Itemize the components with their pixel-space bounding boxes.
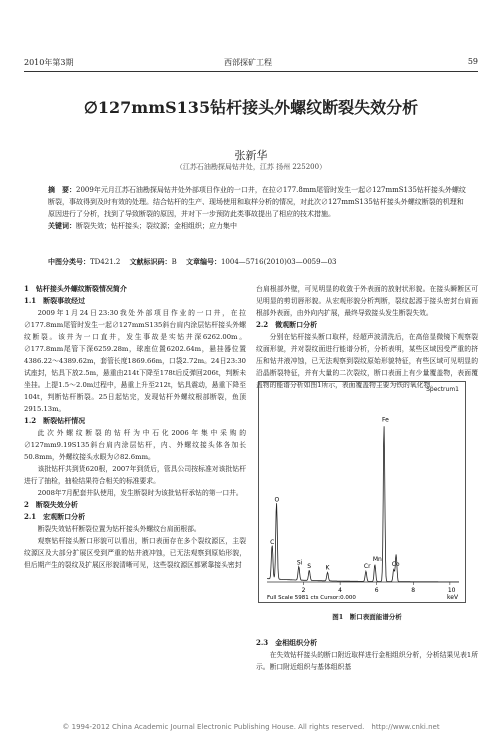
x-tick-label: 8	[411, 587, 416, 594]
peak-label: Si	[296, 559, 303, 567]
abstract-label: 摘 要：	[48, 185, 76, 194]
eds-spectrum-figure	[258, 381, 466, 603]
spectrum-label: Spectrum1	[426, 386, 459, 393]
x-tick-label: 4	[338, 587, 342, 594]
classification-line	[48, 256, 468, 268]
author-affiliation: （江苏石油勘探局钻井处，江苏 扬州 225200）	[175, 163, 327, 171]
section-heading: 2 断裂失效分析	[24, 500, 78, 509]
figure-caption: 图1 断口表面能谱分析	[332, 613, 402, 621]
issue-label: 2010年第3期	[24, 58, 74, 67]
paragraph: 此次外螺纹断裂的钻杆为中石化2006年集中采购的∅127mm9.19S135斜台肩内涂层钻杆，内、外螺纹接头体各加长50.8mm，外螺纹接头水眼为∅82.6mm。	[24, 429, 246, 461]
peak-label: Co	[391, 561, 400, 569]
paragraph: 2009年1月24日23:30我处外部项目作业的一口井，在拉∅177.8mm尾管时发生一起∅127mmS135斜台肩内涂层钻杆接头外螺纹断裂。该井为一口直井，发生事故是实钻井深6262.00m。∅177.8mm尾管下深6259.28m，球座位置6202.64m，悬挂器位置4386.22～4389.62m，套管长度1869.66m，口袋2.72m。24日23:30试座封，钻具下放2.5m，悬重由214t下降至178t后反弹回206t，判断未坐挂。上提1.5～2.0m过程中，悬重上升至212t，钻具震动，悬重下降至104t，判断钻杆断裂。25日起钻完，发现钻杆外螺纹根部断裂，鱼顶2915.13m。	[24, 309, 246, 413]
paragraph: 该批钻杆共到货620根，2007年到货后，管具公司按标准对该批钻杆进行了抽检，抽检结果符合相关的标准要求。	[24, 465, 246, 485]
article-title: ∅127mmS135钻杆接头外螺纹断裂失效分析	[83, 98, 419, 117]
subsection-heading: 2.3 金相组织分析	[256, 638, 318, 647]
paragraph: 在失效钻杆接头的断口附近取样进行金相组织分析，分析结果见表1所示。断口附近组织与基体组织基	[256, 651, 478, 671]
subsection-heading: 1.1 断裂事故经过	[24, 296, 86, 305]
paragraph: 分别在钻杆接头断口取样，经超声波清洗后，在高倍显微镜下观察裂纹面形貌，并对裂纹面进行能谱分析，分析表明，某些区域因受严重的挤压和钻井液冲蚀，已无法观察到裂纹原始形貌特征，有些区域可见明显的沿晶断裂特征，并有大量的二次裂纹，断口表面上有少量覆盖物，表面覆盖物的能谱分析如图1所示，表面覆盖物主要为铁的氧化物。	[256, 333, 478, 389]
scale-text: Full Scale 5981 cts Cursor:0.000	[267, 595, 356, 601]
paragraph: 台肩根部外壁，可见明显的收敛于外表面的放射状形貌。在接头瞬断区可见明显的剪切唇形貌。从宏观形貌分析判断，裂纹起源于接头密封台肩面根部外表面，由外向内扩展，最终导致接头发生断裂失效。	[256, 285, 478, 317]
peak-label: Fe	[382, 416, 389, 424]
x-tick-label: 10	[447, 587, 456, 594]
page-number: 59	[467, 57, 478, 66]
paragraph: 观察钻杆接头断口形貌可以看出，断口表面存在多个裂纹源区，主裂纹源区及大部分扩展区受到严重的钻井液冲蚀，已无法观察到原始形貌，但后期产生的裂纹及扩展区形貌清晰可见，这些裂纹源区都紧靠接头密封	[24, 537, 246, 569]
keywords-label: 关键词：	[48, 221, 76, 230]
peak-label: C	[270, 539, 275, 546]
right-column-top	[256, 283, 478, 391]
left-column	[24, 283, 246, 571]
peak-label: Mn	[372, 556, 382, 563]
article-id-label: 文章编号：	[185, 257, 221, 266]
header-rule	[24, 71, 478, 72]
article-id-value: 1004—5716(2010)03—0059—03	[220, 258, 337, 266]
running-header	[24, 57, 478, 69]
paragraph: 断裂失效钻杆断裂位置为钻杆接头外螺纹台肩面根部。	[37, 525, 201, 533]
journal-name: 西部探矿工程	[224, 58, 272, 67]
spectrum-trace	[267, 426, 459, 582]
doc-code-value: B	[171, 258, 177, 266]
peak-label: Cr	[363, 562, 371, 570]
peak-label: K	[325, 564, 330, 572]
abstract	[48, 184, 468, 232]
unit-label: keV	[447, 594, 459, 601]
subsection-heading: 2.2 微观断口分析	[256, 320, 318, 329]
subsection-heading: 2.1 宏观断口分析	[24, 512, 86, 521]
spectrum-plot	[259, 382, 465, 602]
author-name: 张新华	[234, 149, 268, 162]
paragraph: 2008年7月配套井队使用，发生断裂时为该批钻杆承钻的第一口井。	[37, 489, 243, 497]
section-heading: 1 钻杆接头外螺纹断裂情况简介	[24, 284, 127, 293]
peak-label: O	[274, 496, 280, 504]
peak-label: S	[307, 562, 312, 570]
keywords-text: 断裂失效；钻杆接头；裂纹源；金相组织；应力集中	[76, 222, 237, 230]
clc-label: 中图分类号：	[48, 257, 90, 266]
x-tick-label: 6	[374, 587, 379, 594]
x-tick-label: 2	[301, 587, 306, 594]
doc-code-label: 文献标识码：	[129, 257, 172, 266]
subsection-heading: 1.2 断裂钻杆情况	[24, 416, 86, 425]
right-column-bottom	[256, 637, 478, 673]
clc-value: TD421.2	[90, 258, 121, 266]
copyright-footer: © 1994-2012 China Academic Journal Electronic Publishing House. All rights reserved. http://www.cnki.net	[62, 723, 440, 731]
abstract-text: 2009年元月江苏石油勘探局钻井处外部项目作业的一口井，在拉∅177.8mm尾管时发生一起∅127mmS135钻杆接头外螺纹断裂，事故得到及时有效的处理。结合钻杆的生产、现场使用和取样分析的情况，对此次∅127mmS135钻杆接头外螺纹断裂的机理和原因进行了分析，找到了导致断裂的原因，并对下一步预防此类事故提出了相应的技术措施。	[48, 186, 466, 218]
